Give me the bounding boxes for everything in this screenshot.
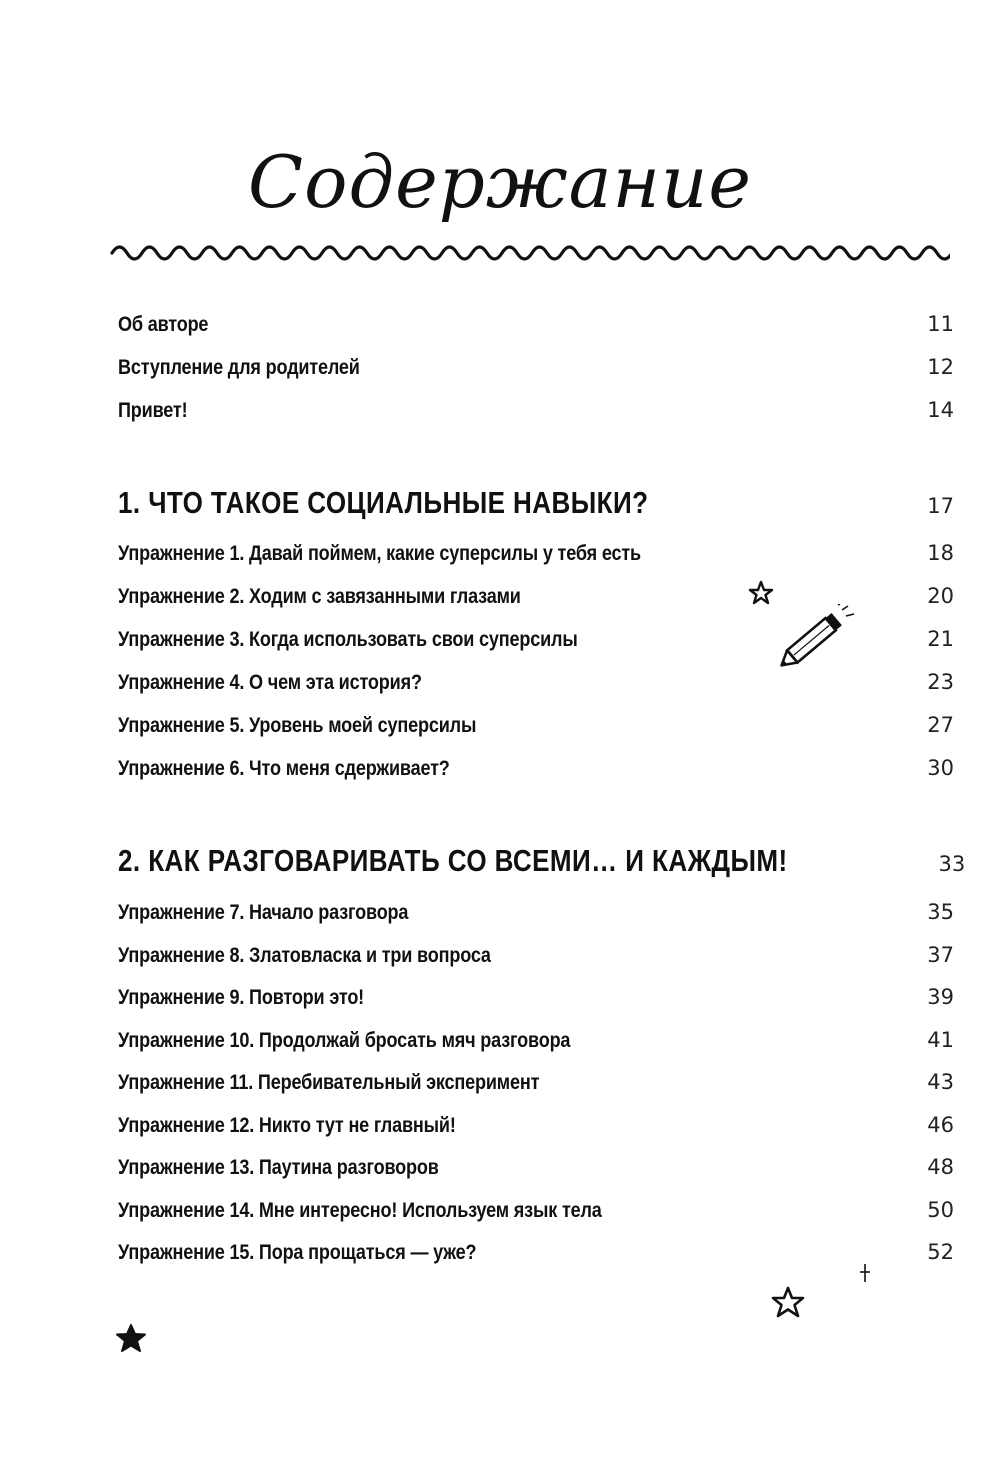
toc-page-number: 33	[938, 852, 966, 876]
section-heading-label: 2. КАК РАЗГОВАРИВАТЬ СО ВСЕМИ… И КАЖДЫМ!	[118, 843, 788, 878]
toc-entry-label: Упражнение 15. Пора прощаться — уже?	[118, 1241, 477, 1264]
toc-entry[interactable]	[118, 1113, 954, 1138]
pencil-icon	[768, 604, 858, 674]
toc-entry-label: Упражнение 3. Когда использовать свои суперсилы	[118, 628, 578, 651]
toc-entry[interactable]	[118, 713, 954, 738]
toc-page-number: 43	[927, 1070, 954, 1094]
toc-page-number: 37	[927, 943, 954, 967]
toc-page-number: 39	[927, 985, 954, 1009]
toc-entry[interactable]	[118, 1198, 954, 1223]
toc-entry-label: Упражнение 1. Давай поймем, какие суперсилы у тебя есть	[118, 542, 641, 565]
toc-entry[interactable]	[118, 1070, 954, 1095]
toc-page-number: 27	[927, 713, 954, 737]
toc-entry-label: Упражнение 13. Паутина разговоров	[118, 1156, 439, 1179]
toc-entry-label: Упражнение 7. Начало разговора	[118, 901, 409, 924]
toc-page-number: 30	[927, 756, 954, 780]
toc-entry[interactable]	[118, 900, 954, 925]
toc-page-number: 20	[927, 584, 954, 608]
toc-entry-label: Упражнение 5. Уровень моей суперсилы	[118, 714, 477, 737]
toc-entry[interactable]	[118, 1028, 954, 1053]
toc-entry-label: Упражнение 14. Мне интересно! Используем язык тела	[118, 1199, 602, 1222]
toc-page-number: 35	[927, 900, 954, 924]
toc-entry[interactable]	[118, 943, 954, 968]
toc-page-number: 17	[927, 494, 954, 518]
toc-entry-label: Упражнение 2. Ходим с завязанными глазами	[118, 585, 521, 608]
toc-entry-about-author[interactable]	[118, 312, 954, 337]
sparkle-icon	[858, 1262, 872, 1284]
toc-entry-label: Упражнение 8. Златовласка и три вопроса	[118, 944, 491, 967]
toc-entry[interactable]	[118, 1155, 954, 1180]
toc-entry-hello[interactable]	[118, 398, 954, 423]
toc-entry-label: Упражнение 9. Повтори это!	[118, 986, 365, 1009]
toc-entry-label: Вступление для родителей	[118, 356, 360, 379]
toc-page-number: 46	[927, 1113, 954, 1137]
toc-entry-label: Упражнение 12. Никто тут не главный!	[118, 1114, 456, 1137]
toc-page-number: 48	[927, 1155, 954, 1179]
toc-entry[interactable]	[118, 756, 954, 781]
toc-page-number: 50	[927, 1198, 954, 1222]
star-icon	[770, 1285, 806, 1321]
toc-entry-label: Упражнение 10. Продолжай бросать мяч разговора	[118, 1029, 571, 1052]
page-title: Содержание	[248, 140, 752, 224]
section-heading-1[interactable]	[118, 485, 954, 521]
toc-entry[interactable]	[118, 1240, 954, 1265]
toc-page-number: 41	[927, 1028, 954, 1052]
toc-page-number: 23	[927, 670, 954, 694]
toc-entry-label: Привет!	[118, 399, 188, 422]
toc-entry[interactable]	[118, 985, 954, 1010]
toc-page-number: 14	[927, 398, 954, 422]
section-heading-label: 1. ЧТО ТАКОЕ СОЦИАЛЬНЫЕ НАВЫКИ?	[118, 485, 649, 520]
toc-page-number: 21	[927, 627, 954, 651]
toc-entry-intro-parents[interactable]	[118, 355, 954, 380]
toc-entry-label: Об авторе	[118, 313, 209, 336]
toc-entry-label: Упражнение 11. Перебивательный эксперимент	[118, 1071, 540, 1094]
wavy-divider	[110, 238, 950, 268]
toc-page-number: 18	[927, 541, 954, 565]
star-icon	[748, 580, 774, 606]
toc-page-number: 11	[927, 312, 954, 336]
toc-page-number: 52	[927, 1240, 954, 1264]
toc-entry[interactable]	[118, 541, 954, 566]
toc-entry-label: Упражнение 6. Что меня сдерживает?	[118, 757, 450, 780]
toc-page-number: 12	[927, 355, 954, 379]
toc-entry-label: Упражнение 4. О чем эта история?	[118, 671, 422, 694]
star-icon	[114, 1322, 148, 1356]
section-heading-2[interactable]	[118, 843, 966, 879]
